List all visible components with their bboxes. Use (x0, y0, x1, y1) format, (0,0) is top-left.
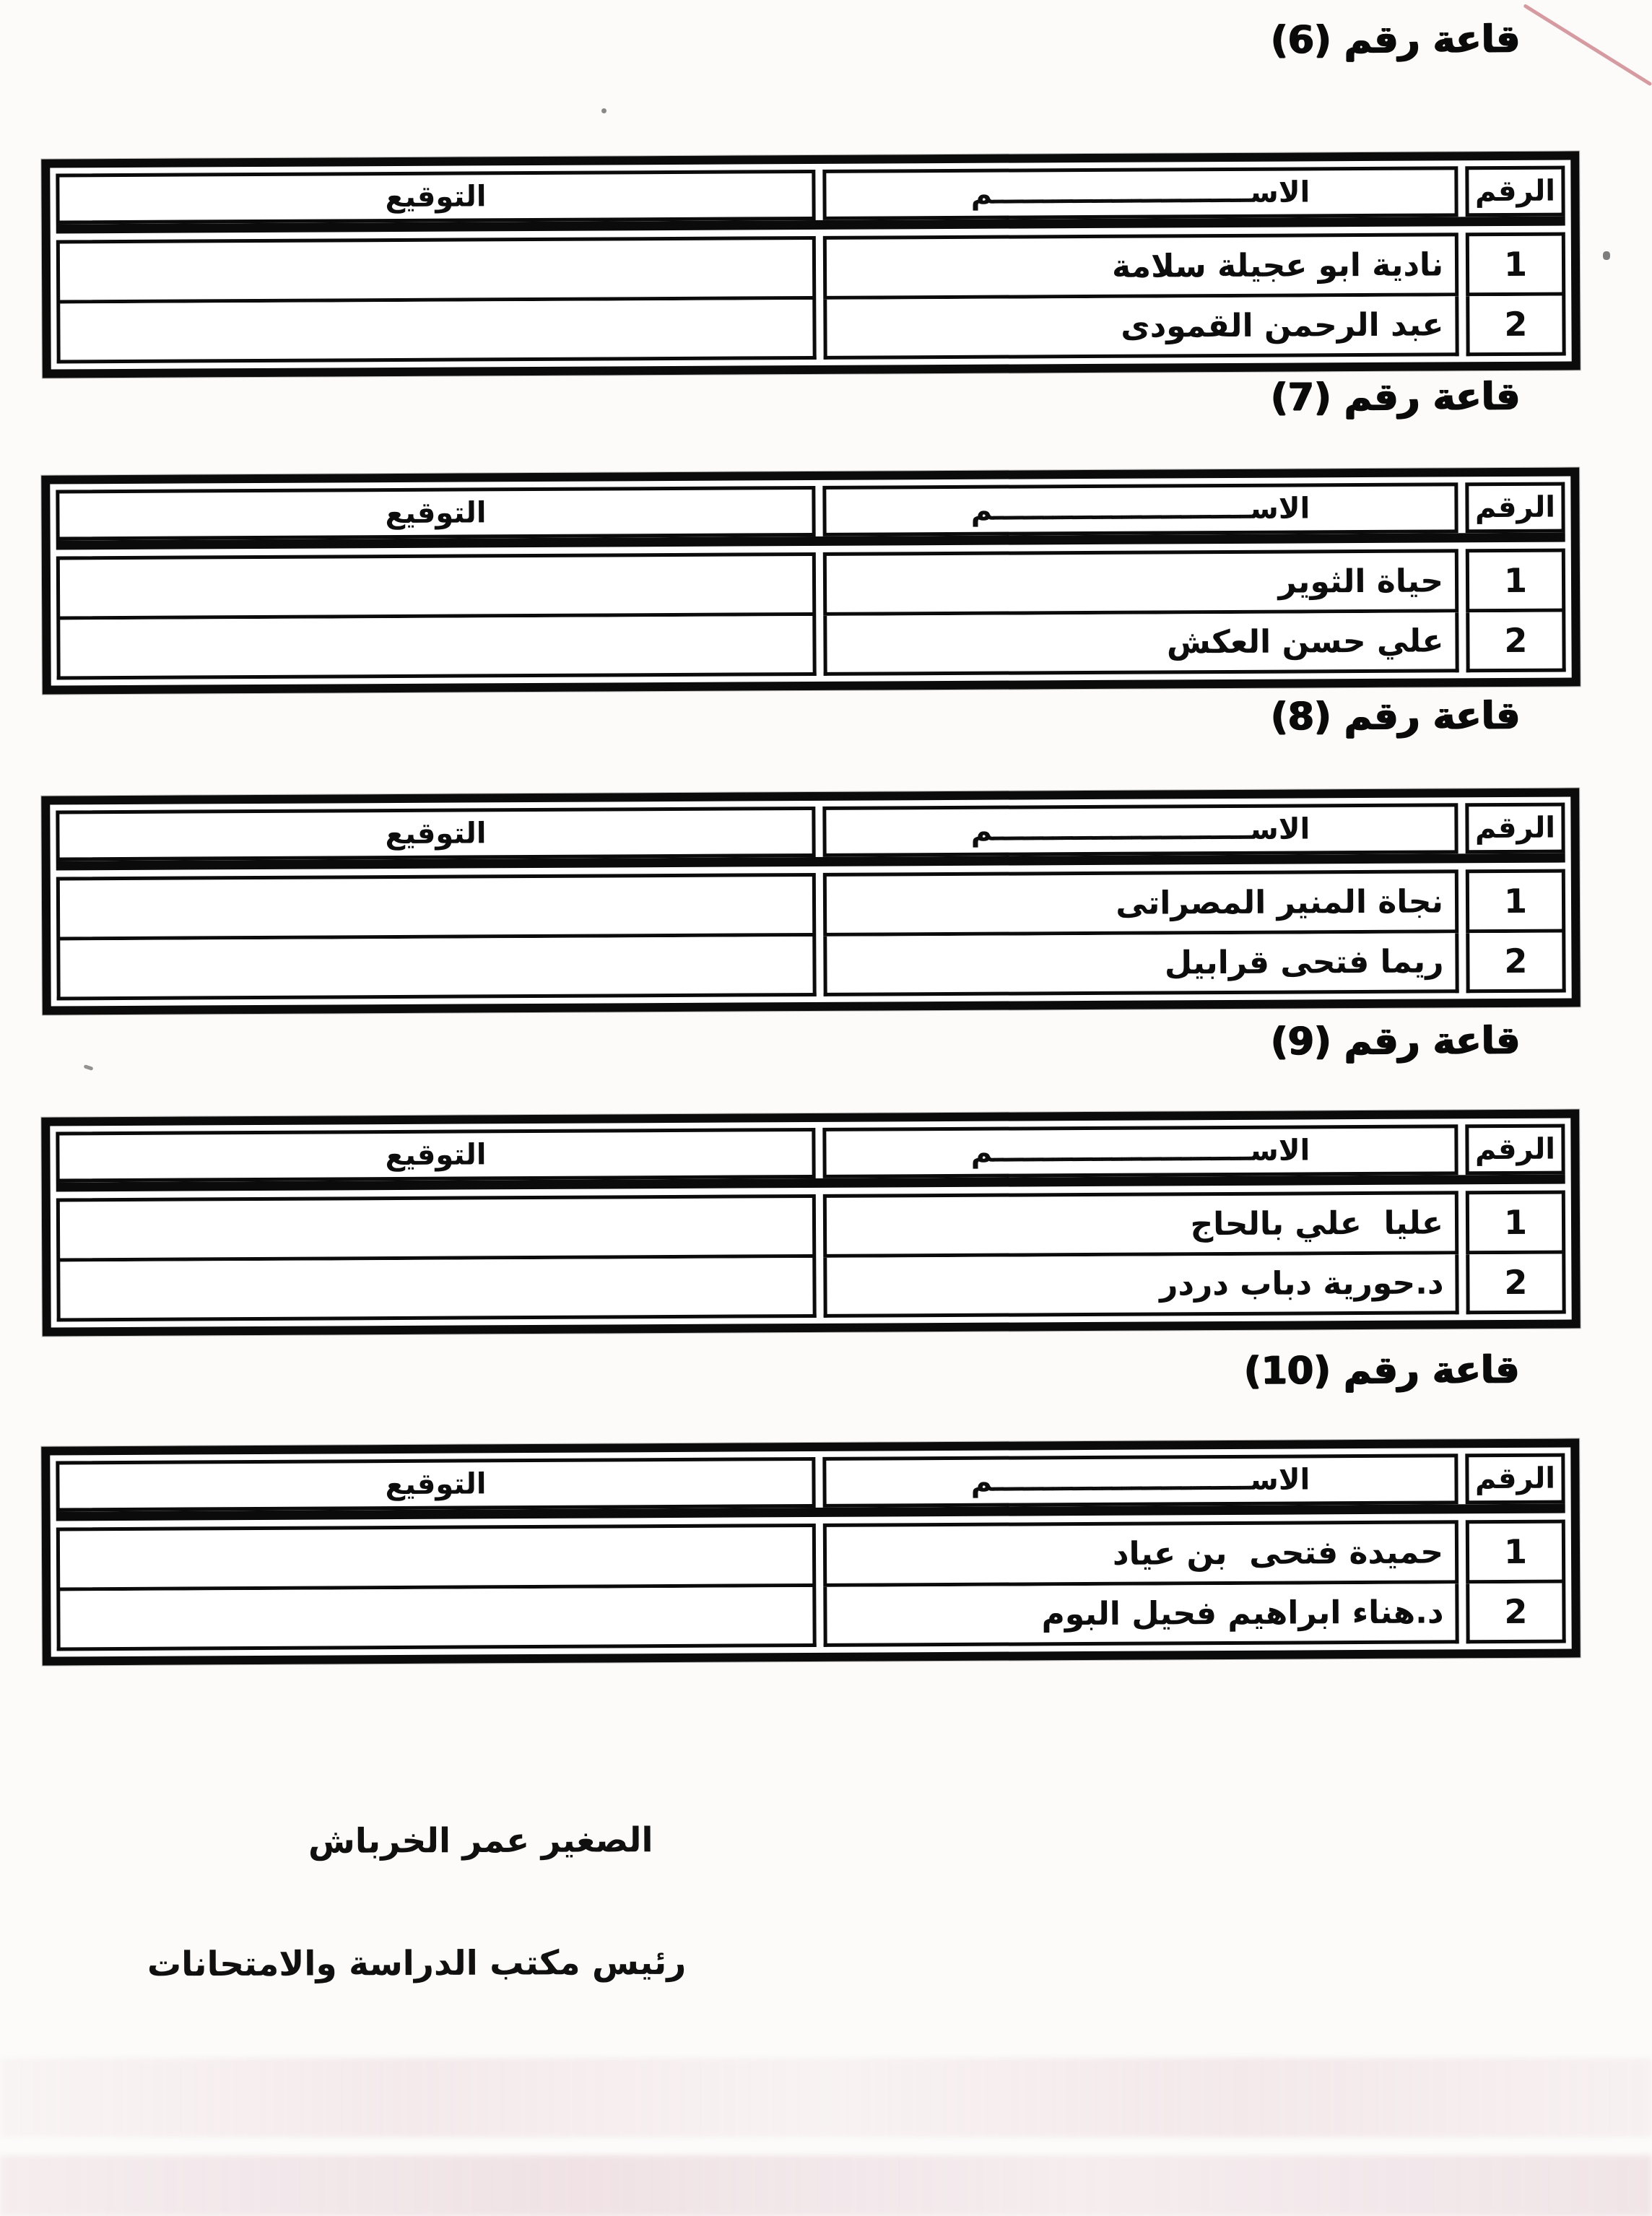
row-number-cell: 2 (1466, 933, 1565, 994)
row-number-cell: 1 (1466, 1191, 1565, 1255)
table-header-row (56, 1454, 1565, 1521)
signature-column-header: التوقيع (56, 486, 815, 541)
roster-table (41, 467, 1581, 694)
signature-cell (56, 937, 816, 1001)
table-header-row (56, 482, 1565, 550)
name-column-header: الاســــــــــــــــــــــــــم (822, 803, 1458, 857)
signature-cell (56, 1587, 816, 1651)
hall-heading: قاعة رقم (7) (1270, 375, 1521, 420)
row-number-cell: 1 (1466, 233, 1565, 297)
table-body (56, 1520, 1566, 1651)
signature-cell (56, 1194, 816, 1262)
row-number-cell: 1 (1466, 1520, 1565, 1584)
table-body (56, 549, 1566, 680)
name-column-header: الاســــــــــــــــــــــــــم (822, 1124, 1458, 1178)
student-name-cell: نادية ابو عجيلة سلامة (823, 233, 1458, 300)
signature-column-header: التوقيع (56, 1128, 815, 1183)
name-column-header: الاســــــــــــــــــــــــــم (822, 166, 1458, 220)
row-number-cell: 1 (1466, 869, 1565, 934)
roster-table (41, 788, 1581, 1014)
student-name-cell: د.هناء ابراهيم فحيل البوم (823, 1583, 1458, 1647)
hall-section-6 (0, 18, 1652, 379)
scan-bleedthrough-smudge (0, 2155, 1652, 2216)
roster-table (41, 1438, 1581, 1665)
student-name-cell: ريما فتحى قرابيل (823, 933, 1458, 996)
table-body (56, 1191, 1566, 1322)
number-column-header: الرقم (1465, 1124, 1565, 1176)
signature-cell (56, 236, 816, 304)
name-column-header: الاســــــــــــــــــــــــــم (822, 482, 1458, 536)
table-header-row (56, 166, 1565, 234)
hall-section-8 (0, 695, 1652, 1056)
student-name-cell: علي حسن العكش (823, 612, 1458, 676)
roster-table (41, 1109, 1581, 1336)
hall-section-9 (0, 1020, 1652, 1381)
signature-cell (56, 616, 816, 680)
name-column-header: الاســــــــــــــــــــــــــم (822, 1454, 1458, 1508)
row-number-cell: 2 (1466, 612, 1565, 673)
signature-cell (56, 1258, 816, 1322)
signature-column-header: التوقيع (56, 807, 815, 861)
student-name-cell: عليا علي بالحاج (823, 1191, 1458, 1258)
scan-bleedthrough-smudge (0, 2058, 1652, 2137)
row-number-cell: 2 (1466, 296, 1565, 357)
hall-heading: قاعة رقم (10) (1244, 1348, 1521, 1393)
row-number-cell: 2 (1466, 1254, 1565, 1315)
hall-heading: قاعة رقم (9) (1270, 1019, 1521, 1064)
row-number-cell: 1 (1466, 549, 1565, 613)
signature-cell (56, 300, 816, 364)
signature-column-header: التوقيع (56, 170, 815, 225)
number-column-header: الرقم (1465, 482, 1565, 534)
signature-column-header: التوقيع (56, 1457, 815, 1512)
number-column-header: الرقم (1465, 1454, 1565, 1505)
student-name-cell: د.حورية دباب دردر (823, 1254, 1458, 1318)
signature-cell (56, 1524, 816, 1591)
hall-section-7 (0, 375, 1652, 737)
signatory-title: رئيس مكتب الدراسة والامتحانات (147, 1942, 687, 1985)
row-number-cell: 2 (1466, 1583, 1565, 1644)
hall-heading: قاعة رقم (8) (1270, 694, 1521, 739)
hall-heading: قاعة رقم (6) (1270, 17, 1521, 62)
table-header-row (56, 1124, 1565, 1192)
student-name-cell: حميدة فتحى بن عياد (823, 1520, 1458, 1587)
student-name-cell: نجاة المنير المصراتى (823, 869, 1458, 937)
roster-table (41, 151, 1581, 378)
student-name-cell: حياة الثوير (823, 549, 1458, 616)
number-column-header: الرقم (1465, 166, 1565, 217)
signature-cell (56, 552, 816, 620)
table-body (56, 869, 1566, 1001)
hall-section-10 (0, 1349, 1652, 1710)
table-body (56, 233, 1566, 364)
table-header-row (56, 803, 1565, 871)
number-column-header: الرقم (1465, 803, 1565, 854)
signatory-name: الصغير عمر الخرباش (308, 1820, 654, 1861)
signature-cell (56, 873, 816, 941)
student-name-cell: عبد الرحمن القمودى (823, 296, 1458, 360)
